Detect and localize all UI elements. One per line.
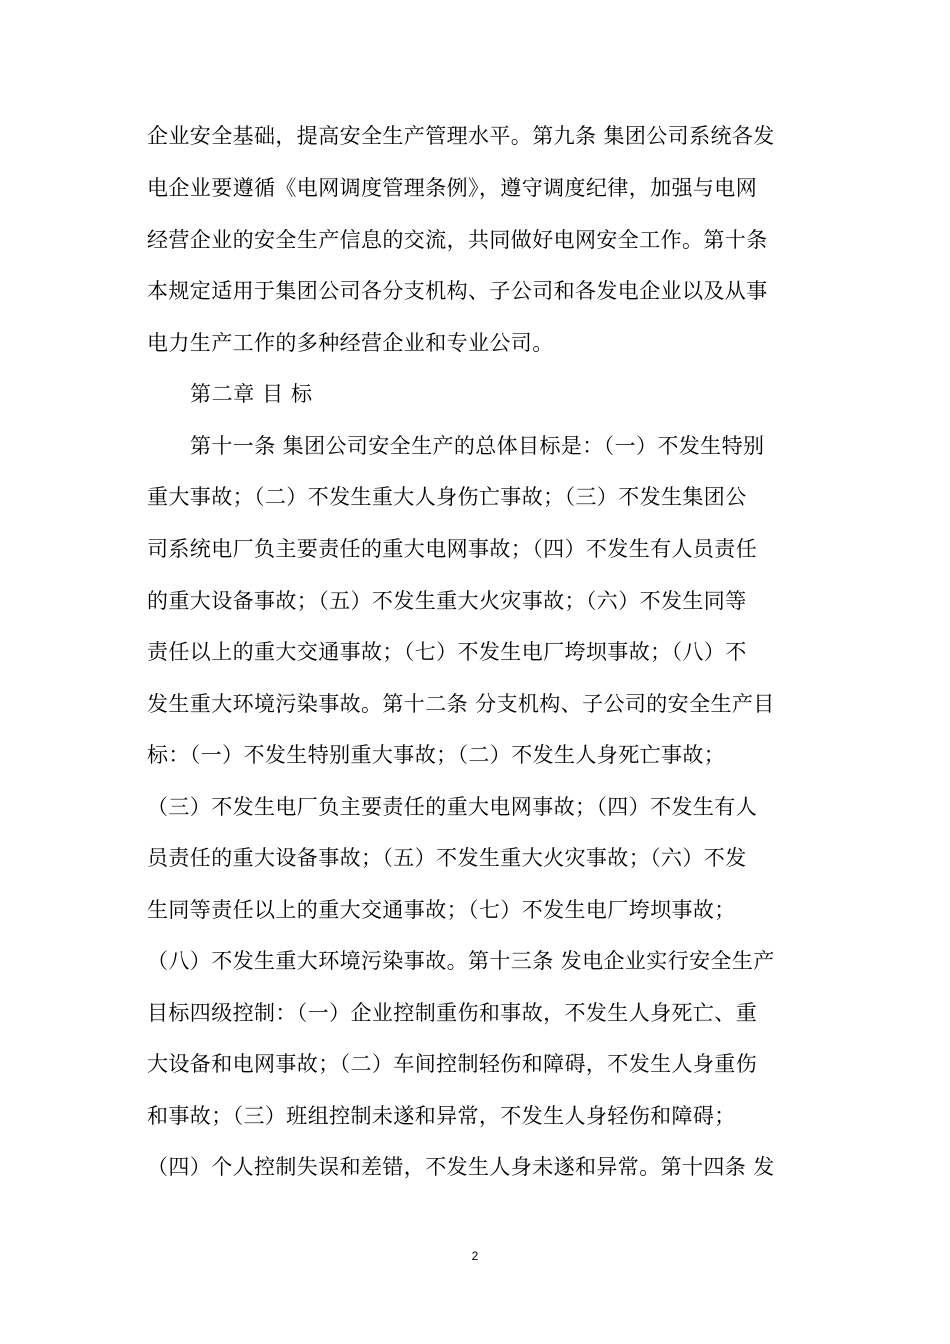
text-line: 和事故；（三）班组控制未遂和异常，不发生人身轻伤和障碍；	[147, 1104, 736, 1128]
text-line: 电企业要遵循《电网调度管理条例》，遵守调度纪律，加强与电网	[147, 176, 758, 200]
text-line: 责任以上的重大交通事故；（七）不发生电厂垮坝事故；（八）不	[147, 640, 747, 664]
text-line: （四）个人控制失误和差错，不发生人身未遂和异常。第十四条 发	[147, 1155, 775, 1179]
text-line: 本规定适用于集团公司各分支机构、子公司和各发电企业以及从事	[147, 279, 768, 303]
text-line: （三）不发生电厂负主要责任的重大电网事故；（四）不发生有人	[147, 795, 758, 819]
text-line: （八）不发生重大环境污染事故。第十三条 发电企业实行安全生产	[147, 949, 775, 973]
text-line: 大设备和电网事故；（二）车间控制轻伤和障碍，不发生人身重伤	[147, 1052, 758, 1076]
text-line: 经营企业的安全生产信息的交流，共同做好电网安全工作。第十条	[147, 228, 768, 252]
text-line: 第十一条 集团公司安全生产的总体目标是：（一）不发生特别	[190, 434, 765, 458]
page-number: 2	[471, 1249, 479, 1263]
text-line: 发生重大环境污染事故。第十二条 分支机构、子公司的安全生产目	[147, 692, 775, 716]
text-line: 司系统电厂负主要责任的重大电网事故；（四）不发生有人员责任	[147, 537, 758, 561]
text-line: 重大事故；（二）不发生重大人身伤亡事故；（三）不发生集团公	[147, 485, 747, 509]
text-line: 企业安全基础，提高安全生产管理水平。第九条 集团公司系统各发	[147, 124, 775, 148]
text-line: 标：（一）不发生特别重大事故；（二）不发生人身死亡事故；	[147, 743, 726, 767]
chapter-heading: 第二章 目 标	[190, 382, 313, 406]
text-line: 的重大设备事故；（五）不发生重大火灾事故；（六）不发生同等	[147, 589, 747, 613]
text-line: 员责任的重大设备事故；（五）不发生重大火灾事故；（六）不发	[147, 846, 747, 870]
text-line: 目标四级控制：（一）企业控制重伤和事故，不发生人身死亡、重	[147, 1001, 758, 1025]
text-line: 生同等责任以上的重大交通事故；（七）不发生电厂垮坝事故；	[147, 898, 736, 922]
text-line: 电力生产工作的多种经营企业和专业公司。	[147, 331, 554, 355]
